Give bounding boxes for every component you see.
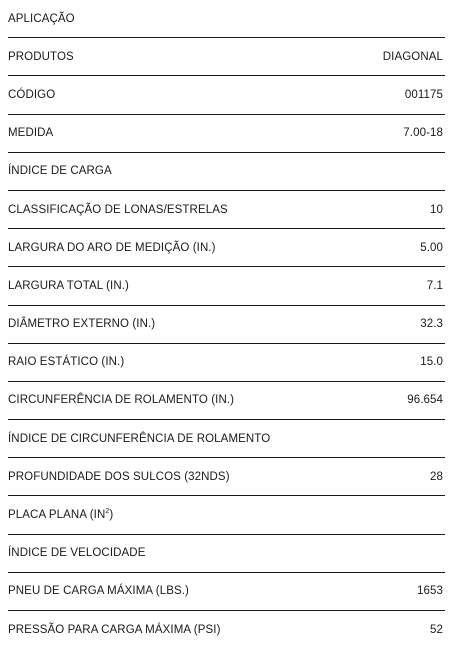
spec-label: DIÂMETRO EXTERNO (IN.) [8,318,156,331]
spec-row-produtos [8,38,445,76]
spec-label: ÍNDICE DE CIRCUNFERÊNCIA DE ROLAMENTO [8,432,271,445]
spec-value: 7.1 [426,279,443,292]
spec-label: PRODUTOS [8,50,74,63]
spec-row-profundidade-sulcos [8,458,445,496]
spec-row-carga-maxima [8,573,445,611]
spec-label: RAIO ESTÁTICO (IN.) [8,356,125,369]
spec-row-raio-estatico [8,344,445,382]
spec-label: CLASSIFICAÇÃO DE LONAS/ESTRELAS [8,203,228,216]
spec-row-pressao-carga-maxima [8,611,445,649]
spec-label: MEDIDA [8,127,54,140]
spec-label: PNEU DE CARGA MÁXIMA (LBS.) [8,585,189,598]
spec-value: 1653 [417,585,443,598]
spec-value: 15.0 [420,356,443,369]
spec-label: CÓDIGO [8,88,56,101]
spec-label: PRESSÃO PARA CARGA MÁXIMA (PSI) [8,624,221,637]
spec-row-largura-aro [8,229,445,267]
spec-row-aplicacao [8,0,445,38]
spec-label: CIRCUNFERÊNCIA DE ROLAMENTO (IN.) [8,394,235,407]
spec-value: 7.00-18 [403,127,443,140]
spec-value: DIAGONAL [382,50,443,63]
spec-row-classificacao-lonas [8,191,445,229]
spec-row-codigo [8,76,445,114]
spec-value: 28 [430,470,443,483]
spec-row-placa-plana [8,496,445,534]
spec-row-diametro-externo [8,306,445,344]
spec-label-superscript: 2 [105,508,110,516]
spec-row-medida [8,115,445,153]
spec-row-indice-carga [8,153,445,191]
spec-value: 32.3 [420,318,443,331]
spec-label: LARGURA TOTAL (IN.) [8,279,129,292]
spec-row-largura-total [8,267,445,305]
spec-value: 52 [430,624,443,637]
spec-label [8,509,113,521]
spec-label: LARGURA DO ARO DE MEDIÇÃO (IN.) [8,241,216,254]
spec-label: PROFUNDIDADE DOS SULCOS (32NDS) [8,470,230,483]
spec-row-indice-circunferencia [8,420,445,458]
spec-label-suffix: ) [109,509,114,522]
spec-value: 5.00 [420,241,443,254]
spec-row-indice-velocidade [8,535,445,573]
spec-label: APLICAÇÃO [8,12,75,25]
spec-value: 001175 [404,88,443,101]
spec-value: 96.654 [407,394,443,407]
spec-label: ÍNDICE DE VELOCIDADE [8,547,146,560]
spec-label-text: PLACA PLANA (IN [8,509,106,522]
spec-label: ÍNDICE DE CARGA [8,165,112,178]
spec-value: 10 [430,203,443,216]
spec-row-circunferencia-rolamento [8,382,445,420]
